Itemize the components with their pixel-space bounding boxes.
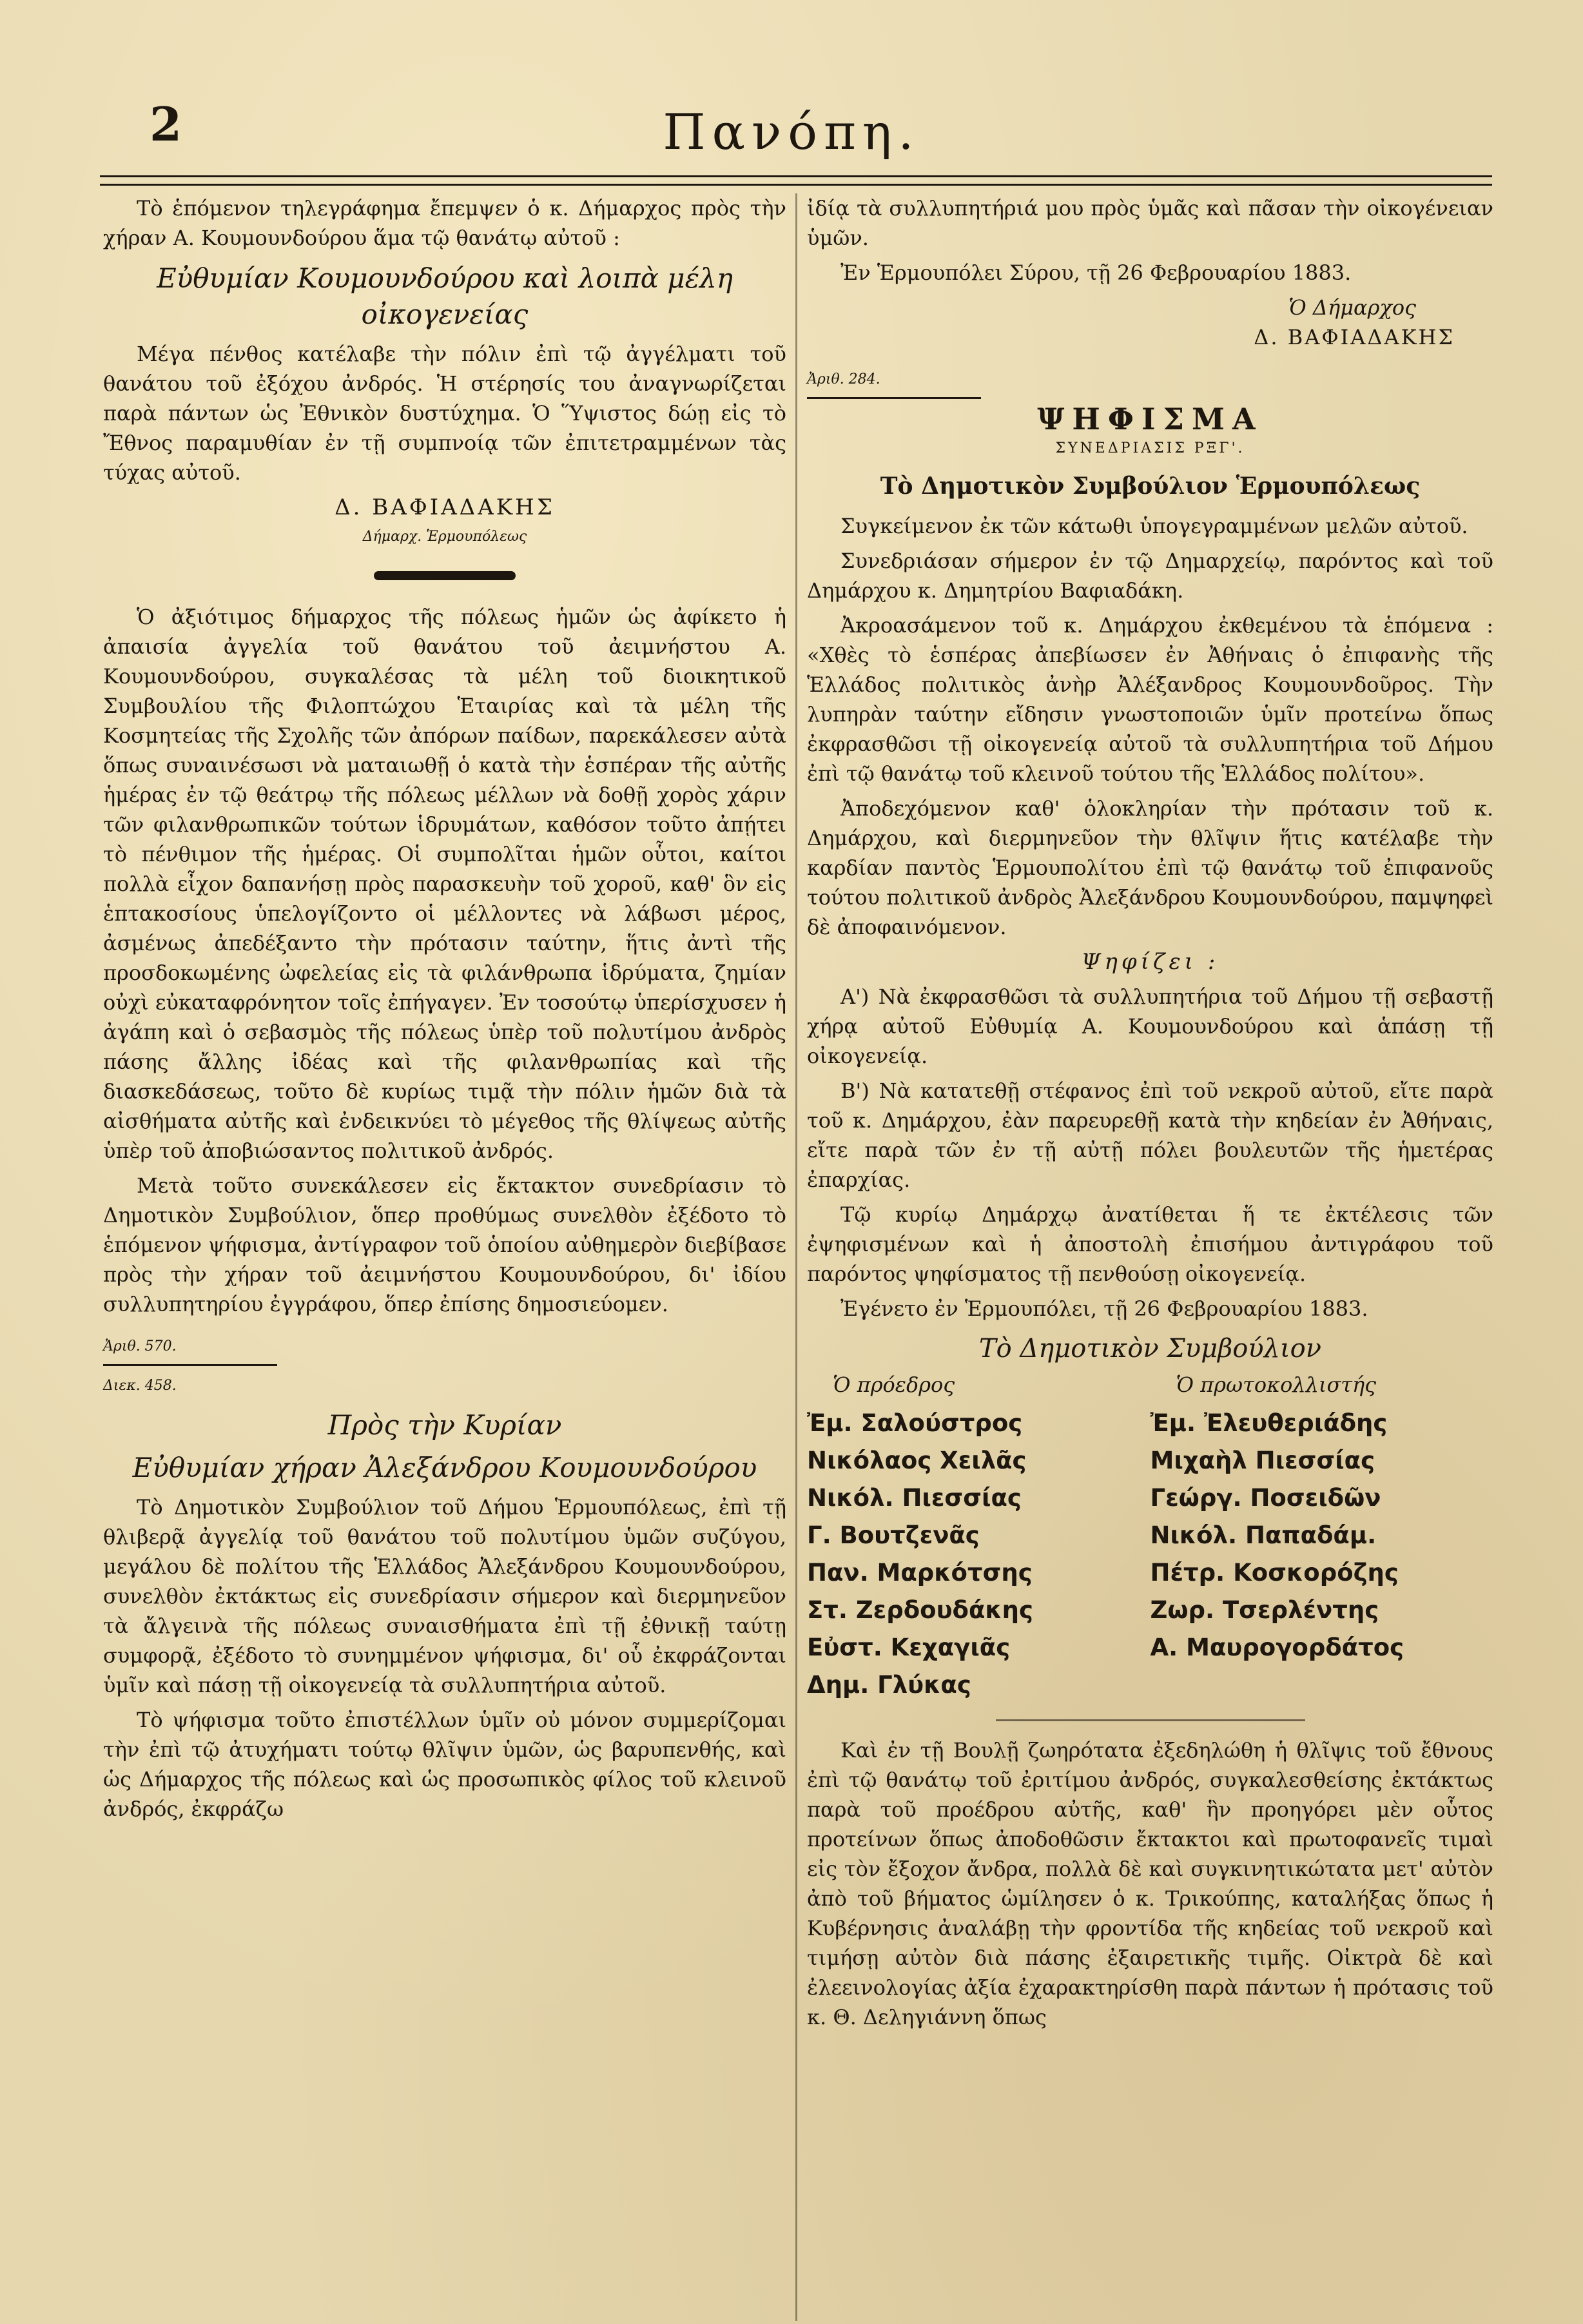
member-name: Παν. Μαρκότσης [807, 1559, 1033, 1587]
column-separator [795, 193, 797, 2321]
letter-signature: Δ. ΒΑΦΙΑΔΑΚΗΣ [1254, 325, 1455, 349]
members-divider [996, 1719, 1305, 1721]
secretary-label: Ὁ πρωτοκολλιστής [1176, 1372, 1377, 1397]
letter-paragraph-2: Τὸ ψήφισμα τοῦτο ἐπιστέλλων ὑμῖν οὐ μόνον συμμερίζομαι τὴν ἐπὶ τῷ ἀτυχήματι τούτῳ θλῖψιν ὑμῶν, ὡς βαρυπενθής, καὶ ὡς Δήμαρχος τῆς πόλεως καὶ ὡς προσωπικὸς φίλος τοῦ κλεινοῦ ἀνδρός, ἐκφράζω [103, 1708, 786, 1821]
closing-paragraph: Καὶ ἐν τῇ Βουλῇ ζωηρότατα ἐξεδηλώθη ἡ θλῖψις τοῦ ἔθνους ἐπὶ τῷ θανάτῳ τοῦ ἐριτίμου ἀνδρός, συγκαλεσθείσης ἐκτάκτως παρὰ τοῦ προέδρου αὐτῆς, καθ' ἣν προηγόρει μὲν οὗτος προτείνων ὅπως ἀποδοθῶσιν ἔκτακτοι καὶ πρωτοφανεῖς τιμαὶ εἰς τὸν ἔξοχον ἄνδρα, πολλὰ δὲ καὶ συγκινητικώτατα μετ' αὐτὸν ἀπὸ τοῦ βήματος ὡμίλησεν ὁ κ. Τρικούπης, καταλήξας ὅπως ἡ Κυβέρνησις ἀναλάβῃ τὴν φροντίδα τῆς κηδείας τοῦ νεκροῦ καὶ τιμήσῃ αὐτὸν διὰ πάσης ἐξαιρετικῆς τιμῆς. Οἰκτρὰ δὲ καὶ ἐλεεινολογίας ἀξία ἐχαρακτηρίσθη παρὰ πάντων ἡ πρότασις τοῦ κ. Θ. Δεληγιάννη ὅπως [807, 1738, 1493, 2029]
letter-signature-title: Ὁ Δήμαρχος [1288, 295, 1416, 320]
page-number: 2 [150, 97, 182, 151]
article-paragraph-1: Ὁ ἀξιότιμος δήμαρχος τῆς πόλεως ἡμῶν ὡς ἀφίκετο ἡ ἀπαισία ἀγγελία τοῦ θανάτου τοῦ ἀειμνήστου Α. Κουμουνδούρου, συγκαλέσας τὰ μέλη τοῦ διοικητικοῦ Συμβουλίου τῆς Φιλοπτώχου Ἑταιρίας καὶ τὰ μέλη τῆς Κοσμητείας τῆς Σχολῆς τῶν ἀπόρων παίδων, παρεκάλεσεν αὐτὰ ὅπως συναινέσωσι νὰ ματαιωθῇ ὁ κατὰ τὴν ἑσπέραν τῆς αὐτῆς ἡμέρας ἐν τῷ θεάτρῳ τῆς πόλεως μέλλων νὰ δοθῇ χορὸς χάριν τῶν φιλανθρωπικῶν τούτων ἱδρυμάτων, καθόσον τοῦτο ἀπῄτει τὸ πένθιμον τῆς ἡμέρας. Οἱ συμπολῖται ἡμῶν οὗτοι, καίτοι πολλὰ εἶχον δαπανήσῃ πρὸς παρασκευὴν τοῦ χοροῦ, καθ' ὃν εἰς ἑπτακοσίους ὑπελογίζοντο οἱ μέλλοντες νὰ λάβωσι μέρος, ἀσμένως ἀπεδέξαντο τὴν πρότασιν ταύτην, ἥτις ἀντὶ τῆς προσδοκωμένης ὠφελείας εἰς τὰ φιλάνθρωπα ἱδρύματα, ζημίαν οὐχὶ εὐκαταφρόνητον τοῖς ἐπήγαγεν. Ἐν τοσούτῳ ὑπερίσχυσεν ἡ ἀγάπη καὶ ὁ σεβασμὸς τῆς πόλεως ὑπὲρ τοῦ πολυτίμου ἀνδρὸς πάσης ἄλλης ἰδέας καὶ τῆς φιλανθρωπίας καὶ τῆς διασκεδάσεως, τοῦτο δὲ κυρίως τιμᾷ τὴν πόλιν ἡμῶν διὰ τὰ αἰσθήματα αὐτῆς καὶ ἐνδεικνύει τὸ μέγεθος τῆς θλίψεως αὐτῆς ὑπὲρ τοῦ ἀποβιώσαντος πολιτικοῦ ἀνδρός. [103, 605, 786, 1163]
session-label: ΣΥΝΕΔΡΙΑΣΙΣ ΡΞΓ'. [1055, 440, 1245, 456]
letter-heading-2: Εὐθυμίαν χήραν Ἀλεξάνδρου Κουμουνδούρου [132, 1452, 757, 1483]
member-name: Ἐμ. Ἐλευθεριάδης [1150, 1409, 1388, 1437]
president-label: Ὁ πρόεδρος [833, 1372, 955, 1397]
member-name: Γ. Βουτζενᾶς [807, 1521, 980, 1549]
member-name: Πέτρ. Κοσκορόζης [1150, 1559, 1399, 1587]
letter-paragraph-1: Τὸ Δημοτικὸν Συμβούλιον τοῦ Δήμου Ἑρμουπόλεως, ἐπὶ τῇ θλιβερᾷ ἀγγελίᾳ τοῦ θανάτου τοῦ πολυτίμου ὑμῶν συζύγου, μεγάλου δὲ πολίτου τῆς Ἑλλάδος Ἀλεξάνδρου Κουμουνδούρου, συνελθὸν ἐκτάκτως εἰς συνεδρίασιν σήμερον καὶ διερμηνεῦον τὰ ἄλγεινὰ τῆς πόλεως συναισθήματα ἐπὶ τῇ ἐθνικῇ ταύτῃ συμφορᾷ, ἐξέδοτο τὸ συνημμένον ψήφισμα, δι' οὗ ἐκφράζονται ὑμῖν καὶ πάσῃ τῇ οἰκογενείᾳ τὰ συλλυπητήρια αὐτοῦ. [103, 1495, 786, 1697]
psifisma-title: ΨΗΦΙΣΜΑ [1037, 402, 1263, 436]
council-title: Τὸ Δημοτικὸν Συμβούλιον [978, 1334, 1322, 1363]
telegram-signature-title: Δήμαρχ. Ἑρμουπόλεως [362, 529, 527, 545]
right-column [807, 193, 1493, 2037]
member-name: Α. Μαυρογορδάτος [1150, 1634, 1404, 1661]
section-divider [374, 571, 516, 580]
resolution-a: Α') Νὰ ἐκφρασθῶσι τὰ συλλυπητήρια τοῦ Δήμου τῇ σεβαστῇ χήρᾳ αὐτοῦ Εὐθυμίᾳ Α. Κουμουνδούρου καὶ ἁπάσῃ τῇ οἰκογενείᾳ. [807, 984, 1493, 1068]
telegram-intro: Τὸ ἑπόμενον τηλεγράφημα ἔπεμψεν ὁ κ. Δήμαρχος πρὸς τὴν χήραν Α. Κουμουνδούρου ἅμα τῷ θανάτῳ αὐτοῦ : [103, 196, 786, 250]
member-name: Γεώργ. Ποσειδῶν [1150, 1484, 1381, 1512]
resolution-paragraph-1: Συγκείμενον ἐκ τῶν κάτωθι ὑπογεγραμμένων μελῶν αὐτοῦ. [840, 514, 1468, 538]
resolution-paragraph-2: Συνεδριάσαν σήμερον ἐν τῷ Δημαρχείῳ, παρόντος καὶ τοῦ Δημάρχου κ. Δημητρίου Βαφιαδάκη. [807, 549, 1493, 603]
resolution-paragraph-4: Ἀποδεχόμενον καθ' ὁλοκληρίαν τὴν πρότασιν τοῦ κ. Δημάρχου, καὶ διερμηνεῦον τὴν θλῖψιν ἥτις κατέλαβε τὴν καρδίαν παντὸς Ἑρμουπολίτου ἐπὶ τῷ θανάτῳ τοῦ ἐπιφανοῦς τούτου πολιτικοῦ ἀνδρὸς Ἀλεξάνδρου Κουμουνδούρου, παμψηφεὶ δὲ ἀποφαινόμενον. [807, 796, 1493, 939]
telegram-signature: Δ. ΒΑΦΙΑΔΑΚΗΣ [335, 494, 555, 520]
resolution-paragraph-5: Τῷ κυρίῳ Δημάρχῳ ἀνατίθεται ἥ τε ἐκτέλεσις τῶν ἐψηφισμένων καὶ ἡ ἀποστολὴ ἐπισήμου ἀντιγράφου τοῦ παρόντος ψηφίσματος τῇ πενθούσῃ οἰκογενείᾳ. [807, 1202, 1493, 1286]
member-name: Νικόλ. Παπαδάμ. [1150, 1521, 1377, 1549]
letter-continuation: ἰδίᾳ τὰ συλλυπητήριά μου πρὸς ὑμᾶς καὶ πᾶσαν τὴν οἰκογένειαν ὑμῶν. [807, 196, 1493, 250]
resolves-label: Ψηφίζει : [1081, 949, 1219, 975]
header-rule [100, 175, 1492, 186]
member-name: Εὐστ. Κεχαγιᾶς [807, 1634, 1011, 1661]
reference-rule [103, 1364, 277, 1366]
article-paragraph-2: Μετὰ τοῦτο συνεκάλεσεν εἰς ἔκτακτον συνεδρίασιν τὸ Δημοτικὸν Συμβούλιον, ὅπερ προθύμως συνελθὸν ἐξέδοτο τὸ ἑπόμενον ψήφισμα, ἀντίγραφον τοῦ ὁποίου αὐθημερὸν διεβίβασε πρὸς τὴν χήραν τοῦ ἀειμνήστου Κουμουνδούρου, δι' ἰδίου συλλυπητηρίου ἐγγράφου, ὅπερ ἐπίσης δημοσιεύομεν. [103, 1173, 786, 1316]
psifisma-reference: Ἀριθ. 284. [807, 371, 880, 387]
members-right-column [1151, 1370, 1494, 1704]
reference-diek: Διεκ. 458. [103, 1378, 177, 1394]
member-name: Στ. Ζερδουδάκης [807, 1596, 1033, 1624]
member-name: Νικόλαος Χειλᾶς [807, 1447, 1027, 1474]
council-members [807, 1370, 1493, 1704]
member-name: Δημ. Γλύκας [807, 1671, 971, 1699]
resolution-paragraph-3: Ἀκροασάμενον τοῦ κ. Δημάρχου ἐκθεμένου τὰ ἑπόμενα : «Χθὲς τὸ ἑσπέρας ἀπεβίωσεν ἐν Ἀθήναις ὁ ἐπιφανὴς τῆς Ἑλλάδος πολιτικὸς ἀνὴρ Ἀλέξανδρος Κουμουνδοῦρος. Τὴν λυπηρὰν ταύτην εἴδησιν γνωστοποιῶν ὑμῖν προτείνω ὅπως ἐκφρασθῶσι τῇ οἰκογενείᾳ αὐτοῦ τὰ συλλυπητήρια τοῦ Δήμου ἐπὶ τῷ θανάτῳ τοῦ κλεινοῦ τούτου τῆς Ἑλλάδος πολίτου». [807, 613, 1493, 786]
member-name: Ζωρ. Τσερλέντης [1150, 1596, 1379, 1624]
resolution-b: Β') Νὰ κατατεθῇ στέφανος ἐπὶ τοῦ νεκροῦ αὐτοῦ, εἴτε παρὰ τοῦ κ. Δημάρχου, ἐὰν παρευρεθῇ κατὰ τὴν κηδείαν ἐν Ἀθήναις, εἴτε παρὰ τῶν ἐν τῇ αὐτῇ πόλει βουλευτῶν τῆς ἡμετέρας ἐπαρχίας. [807, 1079, 1493, 1192]
psifisma-reference-rule [807, 397, 981, 399]
reference-number: Ἀριθ. 570. [103, 1338, 177, 1354]
member-name: Μιχαὴλ Πιεσσίας [1150, 1447, 1375, 1474]
member-name: Ἐμ. Σαλούστρος [807, 1409, 1023, 1437]
newspaper-title: Πανόπη. [663, 103, 920, 161]
telegram-body: Μέγα πένθος κατέλαβε τὴν πόλιν ἐπὶ τῷ ἀγγέλματι τοῦ θανάτου τοῦ ἐξόχου ἀνδρός. Ἡ στέρησίς του ἀναγνωρίζεται παρὰ πάντων ὡς Ἐθνικὸν δυστύχημα. Ὁ Ὕψιστος δώῃ εἰς τὸ Ἔθνος παραμυθίαν ἐν τῇ συμπνοίᾳ τῶν ἐπιτετραμμένων τὰς τύχας αὐτοῦ. [103, 342, 786, 485]
letter-heading-1: Πρὸς τὴν Κυρίαν [327, 1409, 562, 1441]
left-column [103, 193, 786, 1829]
council-heading: Τὸ Δημοτικὸν Συμβούλιον Ἑρμουπόλεως [880, 473, 1421, 500]
telegram-heading: Εὐθυμίαν Κουμουνδούρου καὶ λοιπὰ μέλη οἰκογενείας [157, 262, 733, 330]
resolution-date: Ἐγένετο ἐν Ἑρμουπόλει, τῇ 26 Φεβρουαρίου 1883. [840, 1296, 1368, 1321]
letter-date: Ἐν Ἑρμουπόλει Σύρου, τῇ 26 Φεβρουαρίου 1883. [840, 260, 1352, 285]
members-left-column [807, 1370, 1151, 1704]
member-name: Νικόλ. Πιεσσίας [807, 1484, 1022, 1512]
